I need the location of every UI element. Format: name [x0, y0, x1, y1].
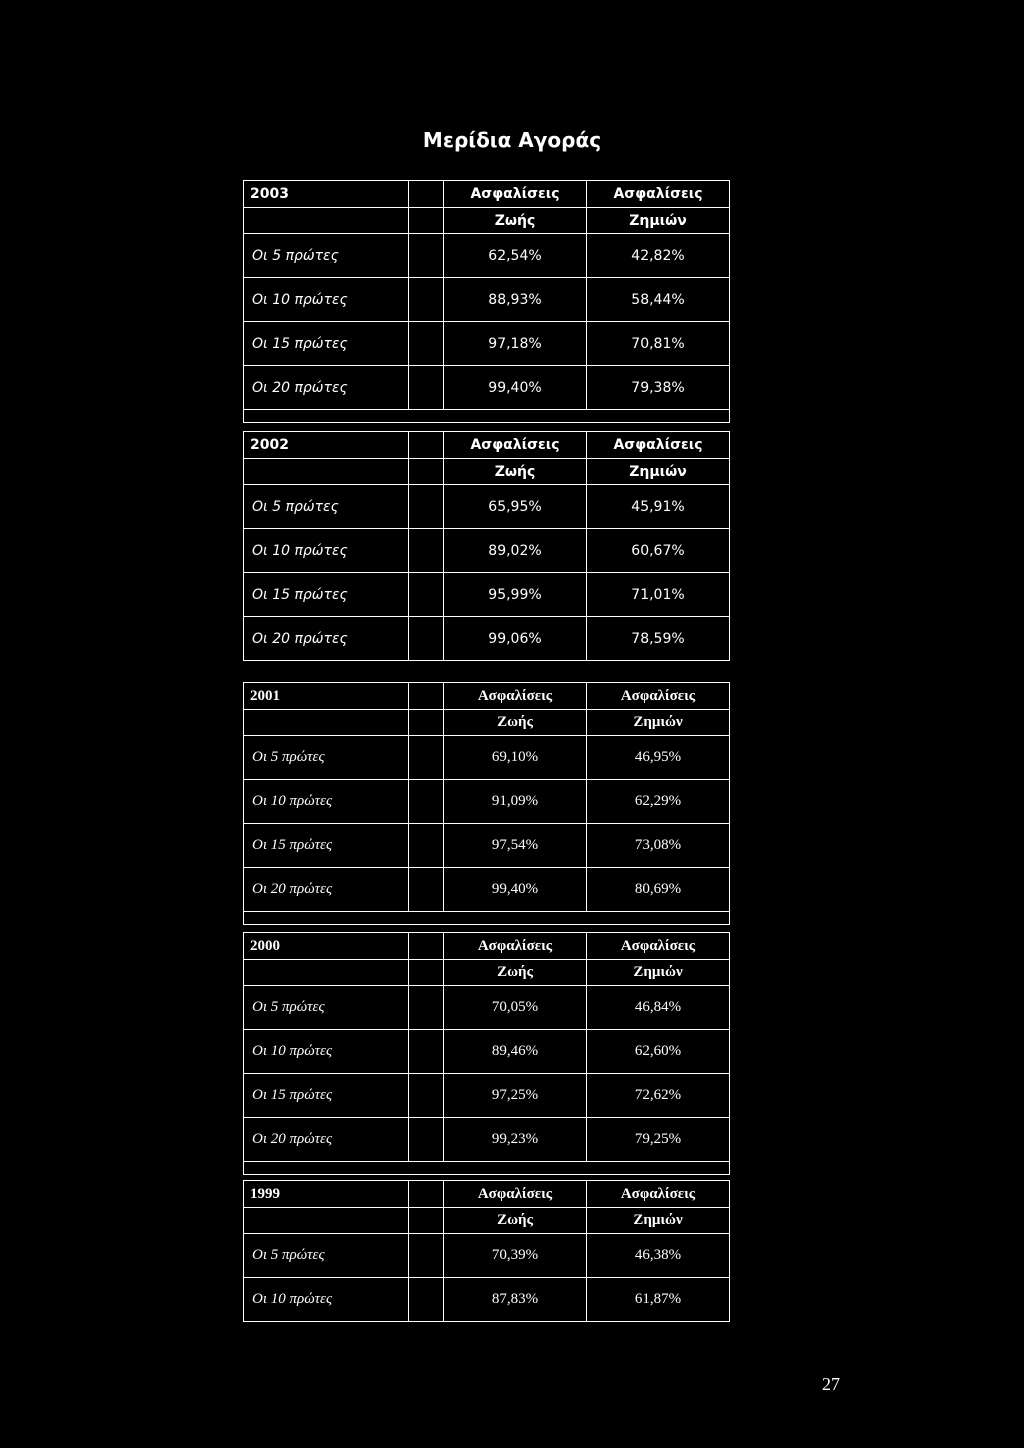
life-share: 70,05% — [444, 986, 587, 1030]
header-damage-line1: Ασφαλίσεις — [587, 1181, 730, 1208]
row-label: Οι 15 πρώτες — [244, 322, 409, 366]
life-share: 65,95% — [444, 485, 587, 529]
row-label: Οι 15 πρώτες — [244, 1074, 409, 1118]
table-year: 2002 — [244, 432, 409, 459]
header-damage-line2: Ζημιών — [587, 208, 730, 234]
page-title: Μερίδια Αγοράς — [422, 128, 602, 152]
table-year: 2001 — [244, 683, 409, 710]
table-row — [244, 1074, 730, 1118]
table-year: 2000 — [244, 933, 409, 960]
damage-share: 46,95% — [587, 736, 730, 780]
table-row — [244, 780, 730, 824]
header-life-line1: Ασφαλίσεις — [444, 432, 587, 459]
damage-share: 46,84% — [587, 986, 730, 1030]
row-label: Οι 10 πρώτες — [244, 278, 409, 322]
header-life-line2: Ζωής — [444, 1208, 587, 1234]
row-label: Οι 5 πρώτες — [244, 1234, 409, 1278]
row-label: Οι 20 πρώτες — [244, 1118, 409, 1162]
damage-share: 60,67% — [587, 529, 730, 573]
header-damage-line1: Ασφαλίσεις — [587, 683, 730, 710]
header-life-line2: Ζωής — [444, 710, 587, 736]
table-row — [244, 617, 730, 661]
row-label: Οι 5 πρώτες — [244, 234, 409, 278]
table-row — [244, 1030, 730, 1074]
header-damage-line1: Ασφαλίσεις — [587, 181, 730, 208]
life-share: 88,93% — [444, 278, 587, 322]
life-share: 97,18% — [444, 322, 587, 366]
damage-share: 78,59% — [587, 617, 730, 661]
life-share: 97,25% — [444, 1074, 587, 1118]
row-label: Οι 15 πρώτες — [244, 573, 409, 617]
table-row — [244, 485, 730, 529]
table-row — [244, 322, 730, 366]
life-share: 95,99% — [444, 573, 587, 617]
header-life-line2: Ζωής — [444, 960, 587, 986]
life-share: 97,54% — [444, 824, 587, 868]
table-row — [244, 736, 730, 780]
life-share: 89,46% — [444, 1030, 587, 1074]
damage-share: 62,29% — [587, 780, 730, 824]
row-label: Οι 10 πρώτες — [244, 529, 409, 573]
row-label: Οι 5 πρώτες — [244, 485, 409, 529]
header-damage-line1: Ασφαλίσεις — [587, 432, 730, 459]
damage-share: 70,81% — [587, 322, 730, 366]
row-label: Οι 20 πρώτες — [244, 868, 409, 912]
life-share: 70,39% — [444, 1234, 587, 1278]
table-row — [244, 1118, 730, 1162]
market-share-table-2003 — [243, 180, 730, 423]
life-share: 89,02% — [444, 529, 587, 573]
table-row — [244, 573, 730, 617]
table-row — [244, 824, 730, 868]
row-label: Οι 5 πρώτες — [244, 986, 409, 1030]
table-row — [244, 278, 730, 322]
table-row — [244, 234, 730, 278]
table-row — [244, 868, 730, 912]
damage-share: 58,44% — [587, 278, 730, 322]
table-row — [244, 986, 730, 1030]
row-label: Οι 20 πρώτες — [244, 617, 409, 661]
market-share-table-2001 — [243, 682, 730, 925]
market-share-table-2002 — [243, 431, 730, 661]
header-life-line2: Ζωής — [444, 208, 587, 234]
damage-share: 72,62% — [587, 1074, 730, 1118]
row-label: Οι 10 πρώτες — [244, 1278, 409, 1322]
header-life-line2: Ζωής — [444, 459, 587, 485]
life-share: 62,54% — [444, 234, 587, 278]
damage-share: 46,38% — [587, 1234, 730, 1278]
header-damage-line2: Ζημιών — [587, 960, 730, 986]
life-share: 99,40% — [444, 868, 587, 912]
row-label: Οι 10 πρώτες — [244, 1030, 409, 1074]
life-share: 99,40% — [444, 366, 587, 410]
table-row — [244, 366, 730, 410]
market-share-table-1999 — [243, 1180, 730, 1322]
table-year: 1999 — [244, 1181, 409, 1208]
header-damage-line2: Ζημιών — [587, 710, 730, 736]
damage-share: 45,91% — [587, 485, 730, 529]
damage-share: 79,38% — [587, 366, 730, 410]
row-label: Οι 5 πρώτες — [244, 736, 409, 780]
life-share: 69,10% — [444, 736, 587, 780]
damage-share: 62,60% — [587, 1030, 730, 1074]
market-share-table-2000 — [243, 932, 730, 1175]
life-share: 91,09% — [444, 780, 587, 824]
header-life-line1: Ασφαλίσεις — [444, 933, 587, 960]
damage-share: 80,69% — [587, 868, 730, 912]
damage-share: 42,82% — [587, 234, 730, 278]
table-row — [244, 529, 730, 573]
row-label: Οι 10 πρώτες — [244, 780, 409, 824]
row-label: Οι 20 πρώτες — [244, 366, 409, 410]
damage-share: 61,87% — [587, 1278, 730, 1322]
table-row — [244, 1278, 730, 1322]
damage-share: 79,25% — [587, 1118, 730, 1162]
page-number: 27 — [822, 1374, 840, 1394]
damage-share: 71,01% — [587, 573, 730, 617]
life-share: 99,23% — [444, 1118, 587, 1162]
table-year: 2003 — [244, 181, 409, 208]
table-row — [244, 1234, 730, 1278]
header-damage-line2: Ζημιών — [587, 459, 730, 485]
row-label: Οι 15 πρώτες — [244, 824, 409, 868]
header-life-line1: Ασφαλίσεις — [444, 181, 587, 208]
life-share: 87,83% — [444, 1278, 587, 1322]
damage-share: 73,08% — [587, 824, 730, 868]
header-life-line1: Ασφαλίσεις — [444, 1181, 587, 1208]
header-damage-line1: Ασφαλίσεις — [587, 933, 730, 960]
life-share: 99,06% — [444, 617, 587, 661]
header-damage-line2: Ζημιών — [587, 1208, 730, 1234]
header-life-line1: Ασφαλίσεις — [444, 683, 587, 710]
